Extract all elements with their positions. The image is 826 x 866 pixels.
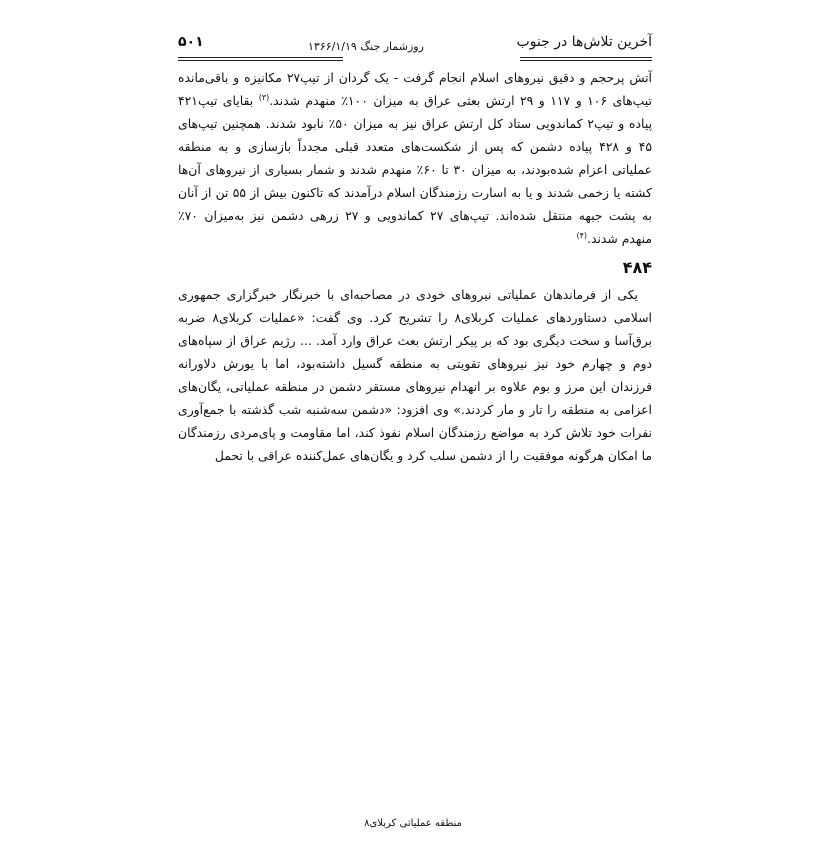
book-title: آخرین تلاش‌ها در جنوب bbox=[516, 34, 652, 50]
entry-number: ۴۸۴ bbox=[622, 258, 652, 277]
entry-text: یکی از فرماندهان عملیاتی نیروهای خودی در مصاحبه‌ای با خبرنگار خبرگزاری جمهوری اسلامی دستاوردهای عملیات کربلای۸ را تشریح کرد. وی گفت: «عملیات کربلای۸ ضربه برق‌آسا و سخت دیگری بود که بر پیکر ارتش بعث عراق وارد آمد. ... رژیم عراق از سپاه‌های دوم و چهارم خود نیز نیروهای تقویتی به منطقه گسیل داشته‌بود، اما با یورش دلاورانه فرزندان این مرز و بوم علاوه بر انهدام نیروهای مستقر دشمن در منطقه عملیاتی، یگان‌های اعزامی به منطقه را تار و مار کردند.» وی افزود: «دشمن سه‌شنبه شب گذشته با جمع‌آوری نفرات خود تلاش کرد به مواضع رزمندگان اسلام نفوذ کند، اما مقاومت و پای‌مردی رزمندگان ما امکان هرگونه موفقیت را از دشمن سلب کرد و یگان‌های عمل‌کننده عراقی با تحمل bbox=[178, 287, 652, 463]
entry-paragraph bbox=[178, 283, 652, 467]
running-head bbox=[178, 34, 652, 60]
continued-paragraph bbox=[178, 66, 652, 250]
header-rule-left bbox=[178, 57, 343, 61]
paragraph-part-2: بقایای تیپ۴۲۱ پیاده و تیپ۲ کماندویی ستاد کل ارتش عراق نیز به میزان ۵۰٪ نابود شدند. همچنین تیپ‌های ۴۵ و ۴۲۸ پیاده دشمن که پس از شکست‌های متعدد قبلی مجدداً بازسازی و به منطقه عملیاتی اعزام شده‌بودند، به میزان ۳۰ تا ۶۰٪ منهدم شدند و شمار بسیاری از نیروهای آن‌ها کشته یا زخمی شدند و یا به اسارت رزمندگان اسلام درآمدند که تاکنون بیش از ۵۵ تن از آنان به پشت جبهه منتقل شده‌اند. تیپ‌های ۲۷ کماندویی و ۲۷ زرهی دشمن نیز به‌میزان ۷۰٪ منهدم شدند. bbox=[178, 93, 653, 246]
footnote-ref-3: (۳) bbox=[258, 92, 270, 102]
diary-reference: روزشمار جنگ ۱۳۶۶/۱/۱۹ bbox=[308, 40, 424, 53]
paragraph-part-1: آتش پرحجم و دقیق نیروهای اسلام انجام گرفت - یک گردان از تیپ۲۷ مکانیزه و باقی‌مانده تیپ‌های ۱۰۶ و ۱۱۷ و ۲۹ ارتش بعثی عراق به میزان ۱۰۰٪ منهدم شدند. bbox=[178, 70, 653, 108]
header-rule-right bbox=[520, 57, 652, 61]
paragraph-text bbox=[178, 66, 652, 250]
figure-caption: منطقه عملیاتی کربلای۸ bbox=[364, 818, 462, 829]
footnote-ref-4: (۴) bbox=[576, 230, 588, 240]
page-number: ۵۰۱ bbox=[178, 34, 204, 50]
